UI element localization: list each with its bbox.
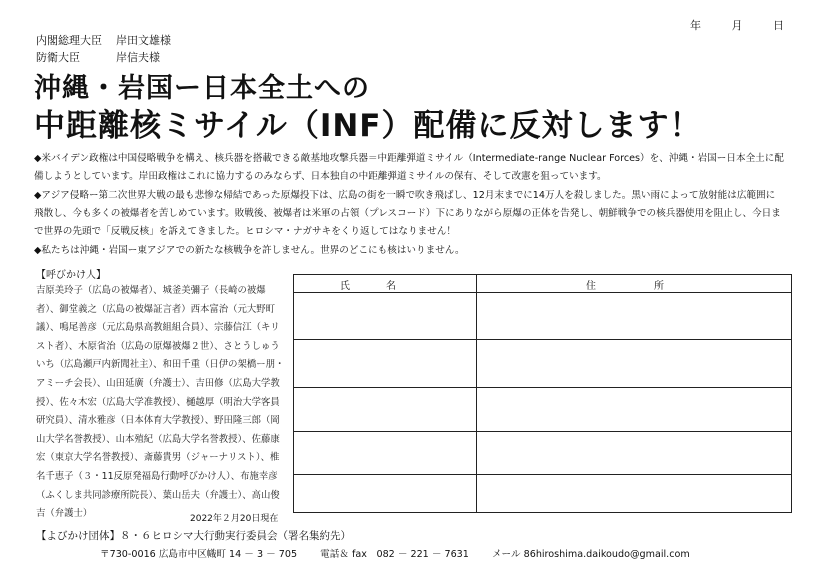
- signature-row[interactable]: [294, 432, 791, 475]
- callers-as-of: 2022年２月20日現在: [190, 514, 279, 524]
- addressee-name: 岸信夫様: [116, 51, 160, 64]
- callers-heading: 【呼びかけ人】: [36, 270, 106, 281]
- addressee-name: 岸田文雄様: [116, 34, 171, 47]
- callers-list: 吉原美玲子（広島の被爆者）、城釜美彌子（長崎の被爆者）、御堂義之（広島の被爆証言者）西本富治（元大野町議）、鳴尾善彦（元広島県高教組組合員）、宗藤信江（キリスト者）、木原省治（広島の原爆被爆２世）、さとうしゅういち（広島瀬戸内新聞社主）、和田千重（日伊の架橋ー朋・アミーチ会長）、山田延廣（弁護士）、吉田修（広島大学教授）、佐々木宏（広島大学准教授）、樋越厚（明治大学客員研究員）、清水雅彦（日本体育大学教授）、野田隆三郎（岡山大学名誉教授）、山本殖紀（広島大学名誉教授）、佐藤康宏（東京大学名誉教授）、斎藤貴男（ジャーナリスト）、椎名千恵子（３・11反原発福島行動呼びかけ人）、布施幸彦（ふくしま共同診療所院長）、葉山岳夫（弁護士）、高山俊吉（弁護士）: [36, 285, 285, 520]
- contact-line: [100, 546, 710, 560]
- addressee-role: 防衛大臣: [36, 51, 80, 64]
- postal-address: 〒730-0016 広島市中区幟町 14 － 3 － 705: [100, 549, 298, 560]
- name-column-header: 氏名: [340, 281, 432, 292]
- paragraph-1: ◆米バイデン政権は中国侵略戦争を構え、核兵器を搭載できる敵基地攻撃兵器＝中距離弾道ミサイル（Intermediate-range Nuclear Forces）を、沖縄・岩国ー日本全土に配備しようとしています。岸田政権はこれに協力するのみならず、日本独自の中距離弾道ミサイルの保有、そして改憲を狙っています。: [34, 153, 784, 182]
- date-month: 月: [731, 19, 743, 32]
- addressee-pm: [36, 32, 171, 48]
- phone-fax: 電話＆ fax 082 － 221 － 7631: [320, 549, 469, 560]
- signature-row[interactable]: [294, 340, 791, 388]
- addressee-defense: [36, 49, 160, 65]
- paragraph-3: ◆私たちは沖縄・岩国ー東アジアでの新たな核戦争を許しません。世界のどこにも核はいりません。: [34, 245, 465, 256]
- paragraph-2: ◆アジア侵略ー第二次世界大戦の最も悲惨な帰結であった原爆投下は、広島の街を一瞬で吹き飛ばし、12月末までに14万人を殺しました。黒い雨によって放射能は広範囲に飛散し、今も多くの被爆者を苦しめています。敗戦後、被爆者は米軍の占領（プレスコード）下にありながら原爆の正体を告発し、朝鮮戦争での核兵器使用を阻止し、今日まで世界の先頭で「反戦反核」を訴えてきました。ヒロシマ・ナガサキをくり返してはなりません！: [34, 190, 781, 237]
- addressee-role: 内閣総理大臣: [36, 34, 102, 47]
- column-divider: [476, 275, 477, 512]
- title-line-1: 沖縄・岩国ー日本全土への: [34, 73, 370, 104]
- date-line: [690, 17, 811, 33]
- signature-table-header: [294, 275, 791, 293]
- organizer-line: 【よびかけ団体】８・６ヒロシマ大行動実行委員会（署名集約先）: [36, 530, 351, 542]
- address-column-header: 住所: [586, 281, 722, 292]
- email-address: メール 86hiroshima.daikoudo@gmail.com: [491, 549, 690, 560]
- date-year: 年: [690, 19, 701, 32]
- signature-row[interactable]: [294, 292, 791, 340]
- title-line-2: 中距離核ミサイル（INF）配備に反対します！: [34, 108, 702, 144]
- signature-row[interactable]: [294, 388, 791, 432]
- date-day: 日: [773, 19, 784, 32]
- signature-table: [293, 274, 792, 513]
